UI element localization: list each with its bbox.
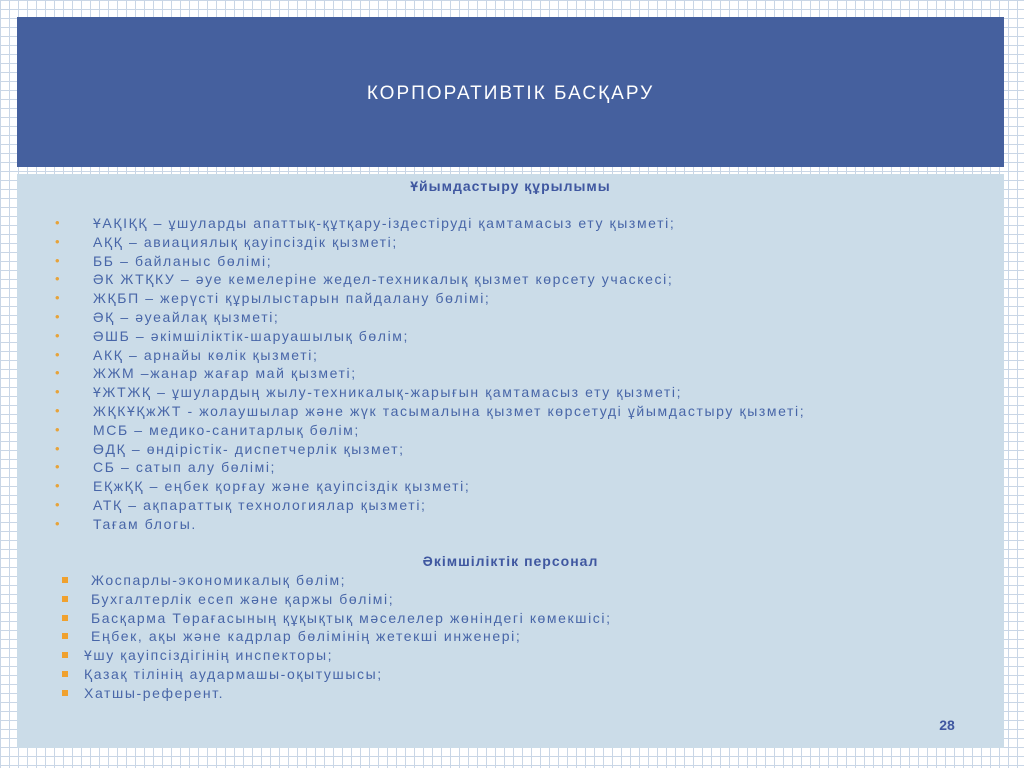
bullet-icon: •: [55, 290, 62, 306]
slide-title: КОРПОРАТИВТІК БАСҚАРУ: [366, 83, 655, 104]
bullet-icon: •: [55, 233, 62, 249]
list-item: • АТҚ – ақпараттық технологиялар қызметі;: [55, 496, 427, 513]
list-item: • ӨДҚ – өндірістік- диспетчерлік қызмет;: [55, 440, 405, 457]
list-item: • ҰЖТЖҚ – ұшулардың жылу-техникалық-жарығын қамтамасыз ету қызметі;: [55, 384, 683, 401]
bullet-icon: •: [55, 459, 62, 475]
list-item: Ұшу қауіпсіздігінің инспекторы;: [17, 646, 1004, 665]
list-item: • ЖЖМ –жанар жағар май қызметі;: [55, 365, 357, 382]
list-item: • ҰАҚІҚҚ – ұшуларды апаттық-құтқару-іздестіруді қамтамасыз ету қызметі;: [55, 215, 676, 231]
square-bullet-icon: [62, 671, 68, 677]
bullet-icon: •: [55, 215, 62, 230]
square-bullet-icon: [62, 615, 68, 621]
list-item: • МСБ – медико-санитарлық бөлім;: [55, 421, 360, 438]
page-number: 28: [939, 717, 955, 733]
list-item: • Тағам блогы.: [55, 515, 197, 532]
square-bullet-icon: [62, 652, 68, 658]
content-panel: [17, 174, 1004, 748]
bullet-icon: •: [55, 271, 62, 287]
list-item: Еңбек, ақы және кадрлар бөлімінің жетекші инженері;: [17, 627, 1004, 646]
list-item: Бухгалтерлік есеп және қаржы бөлімі;: [17, 590, 1004, 609]
personnel-list: [17, 571, 1004, 703]
bullet-icon: •: [55, 384, 62, 400]
square-bullet-icon: [62, 690, 68, 696]
personnel-heading: Әкімшіліктік персонал: [422, 553, 599, 569]
bullet-icon: •: [55, 478, 62, 494]
bullet-icon: •: [55, 440, 62, 456]
list-item: • ББ – байланыс бөлімі;: [55, 252, 273, 269]
bullet-icon: •: [55, 402, 62, 418]
list-item: • АҚҚ – авиациялық қауіпсіздік қызметі;: [55, 233, 398, 250]
list-item: • ЖҚБП – жерүсті құрылыстарын пайдалану бөлімі;: [55, 290, 491, 307]
list-item: • СБ – сатып алу бөлімі;: [55, 459, 277, 476]
title-banner: [17, 17, 1004, 167]
bullet-icon: •: [55, 346, 62, 362]
structure-heading: Ұйымдастыру құрылымы: [410, 178, 611, 194]
bullet-icon: •: [55, 496, 62, 512]
bullet-icon: •: [55, 308, 62, 324]
list-item: • ЕҚжҚҚ – еңбек қорғау және қауіпсіздік қызметі;: [55, 478, 471, 495]
list-item: Басқарма Төрағасының құқықтық мәселелер жөніндегі көмекшісі;: [17, 609, 1004, 628]
list-item: • ӘҚ – әуеайлақ қызметі;: [55, 308, 280, 325]
structure-list: [17, 214, 1004, 534]
bullet-icon: •: [55, 252, 62, 268]
list-item: • ӘШБ – әкімшіліктік-шаруашылық бөлім;: [55, 327, 409, 344]
list-item: Жоспарлы-экономикалық бөлім;: [17, 571, 1004, 590]
bullet-icon: •: [55, 365, 62, 381]
square-bullet-icon: [62, 596, 68, 602]
bullet-icon: •: [55, 421, 62, 437]
square-bullet-icon: [62, 577, 68, 583]
list-item: • ЖҚКҰҚжЖТ - жолаушылар және жүк тасымалына қызмет көрсетуді ұйымдастыру қызметі;: [55, 402, 806, 419]
bullet-icon: •: [55, 327, 62, 343]
bullet-icon: •: [55, 515, 62, 531]
list-item: Қазақ тілінің аудармашы-оқытушысы;: [17, 665, 1004, 684]
list-item: Хатшы-референт.: [17, 684, 1004, 703]
list-item: • ӘК ЖТҚКУ – әуе кемелеріне жедел-техникалық қызмет көрсету учаскесі;: [55, 271, 674, 288]
square-bullet-icon: [62, 633, 68, 639]
list-item: • АКҚ – арнайы көлік қызметі;: [55, 346, 319, 363]
